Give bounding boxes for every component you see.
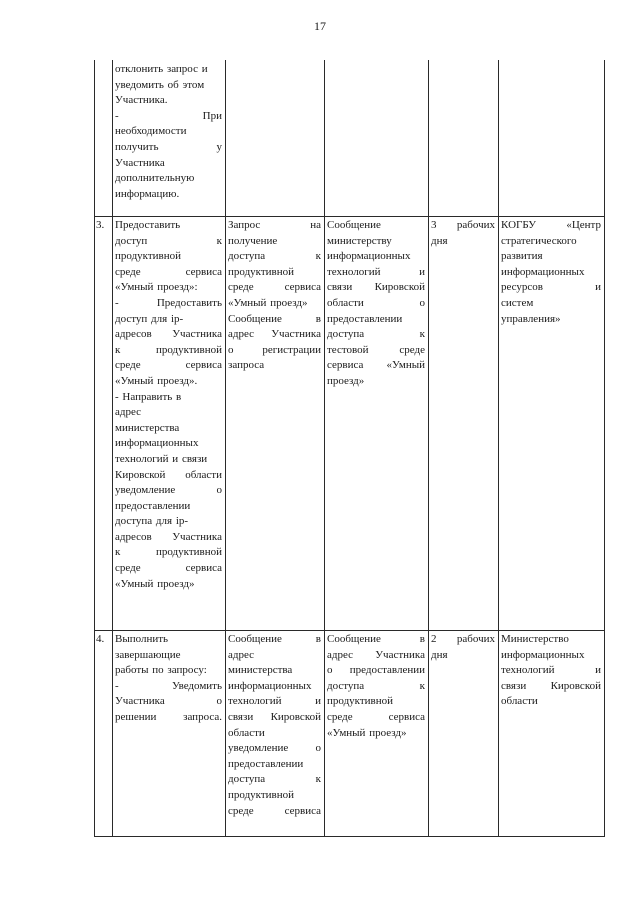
cell-line: уведомление о [115, 484, 222, 497]
action-cell [115, 218, 222, 592]
page-number: 17 [314, 19, 326, 33]
cell-line: среде сервиса [115, 359, 222, 372]
cell-line: технологий и связи [115, 452, 208, 465]
cell-line: КОГБУ «Центр [501, 219, 601, 231]
cell-line: доступ к [115, 234, 222, 247]
cell-line: «Умный проезд»: [115, 281, 198, 294]
cell-line: получение [228, 234, 278, 247]
table-column-border [498, 60, 499, 836]
table-column-border [428, 60, 429, 836]
cell-line: связи Кировской [327, 281, 425, 294]
cell-line: области о [327, 296, 425, 309]
cell-line: Сообщение в [228, 312, 321, 325]
cell-line: министерству [327, 234, 392, 247]
action-cell [115, 632, 222, 726]
executor-cell [501, 632, 601, 710]
cell-line: сервиса «Умный [327, 359, 425, 372]
cell-line: доступа к [228, 250, 321, 263]
term-cell [431, 218, 495, 249]
table-row-border [94, 216, 605, 217]
cell-line: продуктивной [228, 788, 295, 801]
cell-line: технологий и [327, 265, 425, 278]
cell-line: технологий и [228, 695, 321, 708]
cell-line: «Умный проезд» [115, 577, 195, 590]
cell-line: предоставлении [115, 499, 191, 512]
cell-line: отклонить запрос и [115, 63, 208, 75]
cell-line: решении запроса. [115, 710, 222, 723]
executor-cell [501, 218, 601, 327]
cell-line: доступа к [228, 773, 321, 786]
cell-line: Министерство [501, 633, 569, 645]
cell-line: адрес [228, 648, 255, 661]
cell-line: продуктивной [115, 250, 182, 263]
cell-line: - Предоставить [115, 296, 222, 309]
cell-line: 3 рабочих [431, 219, 495, 231]
cell-line: технологий и [501, 664, 601, 677]
cell-line: связи Кировской [501, 679, 601, 692]
cell-line: о предоставлении [327, 664, 425, 677]
cell-line: - При [115, 109, 222, 122]
cell-line: Предоставить [115, 219, 181, 231]
cell-line: министерства [115, 421, 180, 434]
cell-line: Участника [115, 156, 165, 169]
cell-line: дополнительную [115, 172, 195, 185]
cell-line: информационных [327, 250, 411, 263]
cell-line: продуктивной [327, 695, 394, 708]
cell-line: получить у [115, 140, 222, 153]
cell-line: завершающие [115, 648, 181, 661]
cell-line: к продуктивной [115, 546, 222, 559]
cell-line: доступа к [327, 679, 425, 692]
output-cell [327, 218, 425, 390]
cell-line: доступа для ip- [115, 515, 189, 528]
term-cell [431, 632, 495, 663]
cell-line: Выполнить [115, 633, 169, 645]
cell-line: к продуктивной [115, 343, 222, 356]
cell-line: среде сервиса [228, 804, 321, 817]
cell-line: Сообщение в [228, 633, 321, 645]
cell-line: адрес Участника [228, 328, 321, 341]
cell-line: информационных [115, 437, 199, 450]
table-column-border [324, 60, 325, 836]
cell-line: уведомление о [228, 742, 321, 755]
cell-line: дня [431, 234, 448, 247]
cell-line: «Умный проезд». [115, 374, 198, 387]
cell-line: Запрос на [228, 219, 321, 231]
table-column-border [604, 60, 605, 836]
cell-line: среде сервиса [115, 265, 222, 278]
cell-line: о регистрации [228, 343, 321, 356]
cell-line: среде сервиса [115, 562, 222, 575]
cell-line: адрес Участника [327, 648, 425, 661]
cell-line: продуктивной [228, 265, 295, 278]
cell-line: адрес [115, 406, 142, 419]
table-column-border [112, 60, 113, 836]
table-column-border [225, 60, 226, 836]
cell-line: проезд» [327, 374, 365, 387]
table-row-border [94, 630, 605, 631]
cell-line: предоставлении [228, 757, 304, 770]
cell-line: - Уведомить [115, 679, 222, 692]
cell-line: - Направить в [115, 390, 182, 403]
cell-line: управления» [501, 312, 561, 325]
cell-line: информационных [501, 648, 585, 661]
cell-line: адресов Участника [115, 328, 222, 341]
cell-line: работы по запросу: [115, 664, 207, 677]
cell-line: Сообщение [327, 219, 381, 231]
cell-line: информационных [228, 679, 312, 692]
cell-line: министерства [228, 664, 293, 677]
cell-line: доступа к [327, 328, 425, 341]
cell-line: дня [431, 648, 448, 661]
output-cell [327, 632, 425, 741]
cell-line: доступ для ip- [115, 312, 184, 325]
cell-line: развития [501, 250, 543, 263]
cell-line: предоставлении [327, 312, 403, 325]
cell-line: «Умный проезд» [327, 726, 407, 739]
row-number: 4. [96, 633, 105, 645]
cell-line: области [228, 726, 265, 739]
cell-line: связи Кировской [228, 710, 321, 723]
cell-line: запроса [228, 359, 265, 372]
cell-line: систем [501, 296, 534, 309]
table-row-border [94, 836, 605, 837]
cell-line: тестовой среде [327, 343, 425, 356]
cell-line: области [501, 695, 538, 708]
cell-line: необходимости [115, 125, 187, 138]
cell-line: информационных [501, 265, 585, 278]
cell-line: «Умный проезд» [228, 296, 308, 309]
input-cell [228, 218, 321, 374]
action-cell [115, 62, 222, 202]
cell-line: среде сервиса [327, 710, 425, 723]
cell-line: 2 рабочих [431, 633, 495, 645]
input-cell [228, 632, 321, 819]
cell-line: Участника о [115, 695, 222, 708]
cell-line: информацию. [115, 187, 180, 200]
cell-line: уведомить об этом [115, 78, 205, 91]
cell-line: Сообщение в [327, 633, 425, 645]
cell-line: стратегического [501, 234, 577, 247]
cell-line: Кировской области [115, 468, 222, 481]
cell-line: адресов Участника [115, 530, 222, 543]
cell-line: среде сервиса [228, 281, 321, 294]
cell-line: Участника. [115, 94, 168, 107]
table-column-border [94, 60, 95, 836]
cell-line: ресурсов и [501, 281, 601, 294]
row-number: 3. [96, 219, 105, 231]
